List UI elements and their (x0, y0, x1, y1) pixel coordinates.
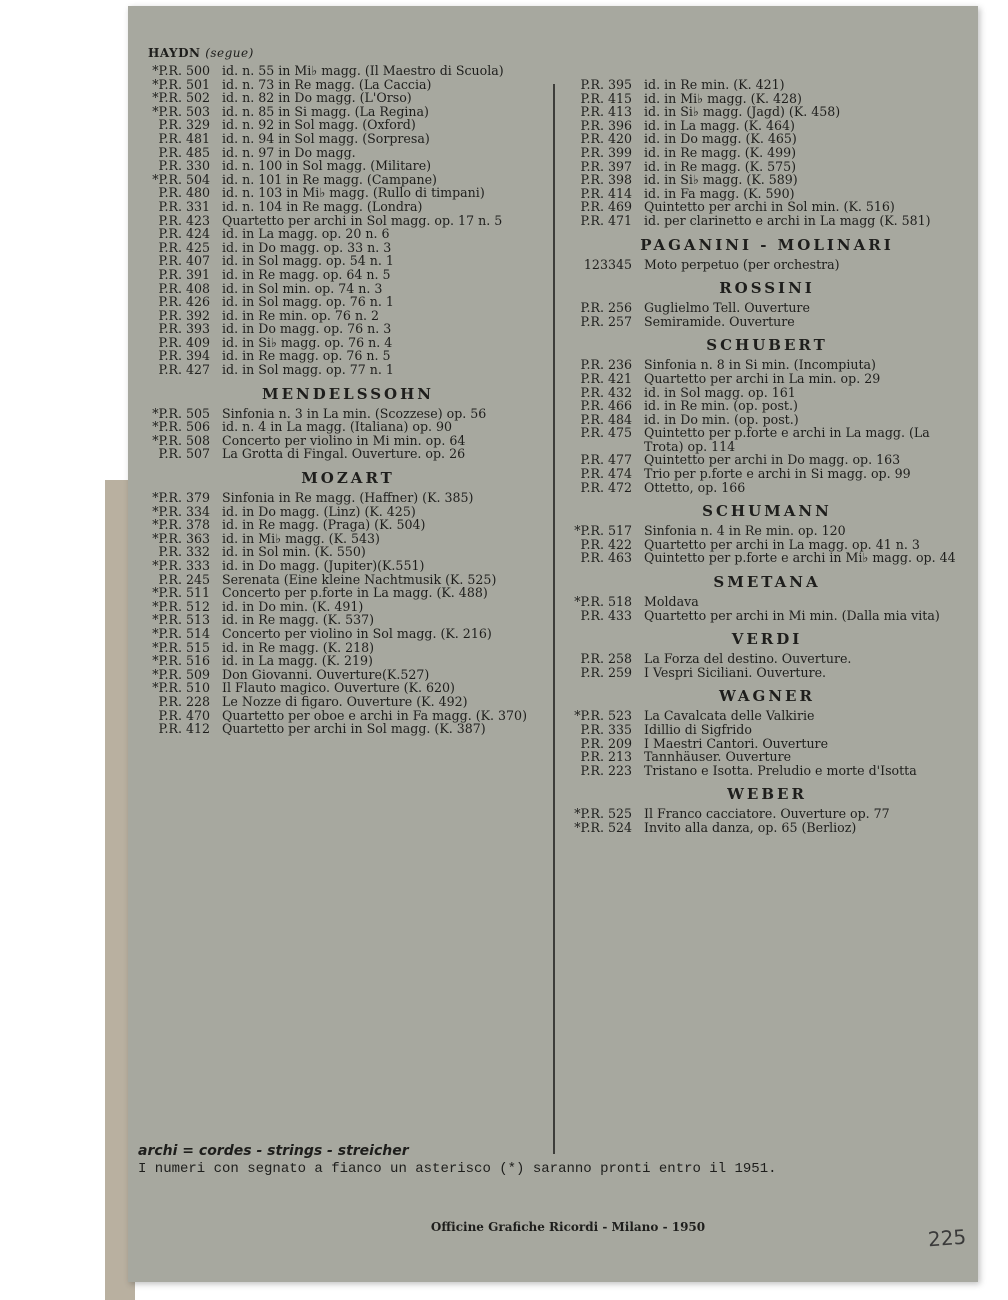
entry-description: id. in Re magg. (Praga) (K. 504) (222, 517, 426, 533)
entry-description: Sinfonia n. 4 in Re min. op. 120 (644, 523, 846, 539)
entry-code: *P.R. 523 (574, 708, 632, 724)
catalogue-entry (148, 573, 548, 587)
entry-code: P.R. 335 (580, 722, 632, 737)
entry-description: id. in Fa magg. (K. 590) (644, 185, 795, 201)
catalogue-entry (568, 372, 966, 386)
entry-code: P.R. 258 (580, 651, 632, 667)
schubert-list (568, 358, 966, 494)
catalogue-entry (568, 524, 966, 538)
left-column (148, 46, 548, 736)
entry-description: id. n. 103 in Mi♭ magg. (Rullo di timpani) (222, 185, 485, 201)
entry-code: P.R. 420 (580, 131, 632, 147)
entry-description: Serenata (Eine kleine Nachtmusik (K. 525) (222, 571, 497, 587)
entry-code: *P.R. 518 (574, 594, 632, 610)
catalogue-entry (568, 723, 966, 737)
entry-description: Guglielmo Tell. Ouverture (644, 300, 810, 316)
entry-code: *P.R. 505 (152, 405, 210, 421)
entry-code: P.R. 391 (158, 266, 210, 282)
catalogue-entry (148, 64, 548, 78)
entry-description: Quartetto per archi in La min. op. 29 (644, 370, 881, 386)
catalogue-entry (148, 254, 548, 268)
catalogue-entry (568, 467, 966, 481)
catalogue-entry (148, 363, 548, 377)
entry-description: id. in Re magg. (K. 537) (222, 612, 375, 628)
entry-description: id. in Sol min. (K. 550) (222, 544, 366, 560)
entry-code: P.R. 463 (580, 550, 632, 566)
entry-code: P.R. 392 (158, 307, 210, 323)
catalogue-entry (568, 413, 966, 427)
entry-code: P.R. 223 (580, 762, 632, 778)
composer-heading-haydn: HAYDN (segue) (148, 46, 254, 60)
entry-code: P.R. 259 (580, 664, 632, 680)
entry-description: Sinfonia in Re magg. (Haffner) (K. 385) (222, 490, 474, 506)
paganini-list (568, 258, 966, 272)
catalogue-entry (568, 358, 966, 372)
entry-code: P.R. 474 (580, 466, 632, 482)
entry-description: id. in La magg. op. 20 n. 6 (222, 226, 390, 242)
catalogue-entry (148, 654, 548, 668)
entry-description: id. n. 73 in Re magg. (La Caccia) (222, 76, 432, 92)
entry-description: Il Franco cacciatore. Ouverture op. 77 (644, 806, 890, 822)
entry-description: id. per clarinetto e archi in La magg (K. 581) (644, 212, 931, 228)
printer-imprint: Officine Grafiche Ricordi - Milano - 1950 (430, 1220, 706, 1234)
catalogue-page (128, 6, 978, 1282)
catalogue-entry (148, 681, 548, 695)
entry-description: Quartetto per archi in Mi min. (Dalla mia vita) (644, 607, 940, 623)
entry-description: id. in Do min. (K. 491) (222, 598, 364, 614)
entry-code: P.R. 433 (580, 607, 632, 623)
catalogue-entry (148, 146, 548, 160)
entry-description: Quartetto per archi in Sol magg. op. 17 n. 5 (222, 212, 503, 228)
catalogue-entry (568, 386, 966, 400)
catalogue-entry (148, 545, 548, 559)
entry-code: *P.R. 525 (574, 806, 632, 822)
catalogue-entry (568, 200, 966, 214)
entry-description: Sinfonia n. 3 in La min. (Scozzese) op. 56 (222, 405, 487, 421)
catalogue-entry (568, 666, 966, 680)
entry-description: id. in Mi♭ magg. (K. 543) (222, 530, 380, 546)
catalogue-entry (148, 491, 548, 505)
catalogue-entry (148, 695, 548, 709)
entry-description: Concerto per violino in Mi min. op. 64 (222, 432, 466, 448)
catalogue-entry (148, 91, 548, 105)
entry-description: Sinfonia n. 8 in Si min. (Incompiuta) (644, 357, 876, 373)
entry-code: P.R. 407 (158, 253, 210, 269)
mozart-continued-list (568, 78, 966, 228)
entry-code: *P.R. 516 (152, 653, 210, 669)
entry-description: Quintetto per p.forte e archi in Mi♭ magg. op. 44 (644, 550, 956, 566)
entry-code: P.R. 472 (580, 479, 632, 495)
entry-description: id. n. 97 in Do magg. (222, 144, 356, 160)
entry-description: id. in Do magg. op. 33 n. 3 (222, 239, 392, 255)
composer-heading-schubert: SCHUBERT (706, 336, 828, 355)
catalogue-entry (568, 652, 966, 666)
entry-code: *P.R. 363 (152, 530, 210, 546)
catalogue-entry (148, 505, 548, 519)
composer-heading-smetana: SMETANA (713, 573, 821, 592)
entry-description: id. in Si♭ magg. op. 76 n. 4 (222, 334, 393, 350)
entry-description: id. in Sol min. op. 74 n. 3 (222, 280, 383, 296)
entry-description: id. in Sol magg. op. 76 n. 1 (222, 294, 394, 310)
entry-code: P.R. 427 (158, 362, 210, 378)
entry-description: Quartetto per archi in Sol magg. (K. 387) (222, 721, 486, 737)
column-divider (553, 84, 555, 1154)
entry-code: P.R. 332 (158, 544, 210, 560)
entry-code: P.R. 415 (580, 90, 632, 106)
entry-code: P.R. 330 (158, 158, 210, 174)
composer-heading-wagner: WAGNER (719, 687, 815, 706)
catalogue-entry (148, 420, 548, 434)
composer-heading-schumann: SCHUMANN (702, 502, 832, 521)
entry-description: id. in Re min. op. 76 n. 2 (222, 307, 380, 323)
entry-code: *P.R. 508 (152, 432, 210, 448)
entry-code: P.R. 413 (580, 104, 632, 120)
catalogue-entry (148, 78, 548, 92)
catalogue-entry (568, 750, 966, 764)
entry-code: P.R. 213 (580, 749, 632, 765)
entry-code: P.R. 397 (580, 158, 632, 174)
catalogue-entry (148, 118, 548, 132)
entry-code: *P.R. 510 (152, 680, 210, 696)
catalogue-entry (148, 132, 548, 146)
catalogue-entry (568, 538, 966, 552)
wagner-list (568, 709, 966, 777)
entry-code: P.R. 398 (580, 172, 632, 188)
smetana-list (568, 595, 966, 622)
entry-code: *P.R. 500 (152, 63, 210, 78)
entry-description: Semiramide. Ouverture (644, 313, 795, 329)
catalogue-entry (148, 309, 548, 323)
entry-description: id. in Sol magg. op. 54 n. 1 (222, 253, 394, 269)
catalogue-entry (568, 595, 966, 609)
catalogue-entry (568, 481, 966, 495)
entry-description: Moto perpetuo (per orchestra) (644, 256, 840, 272)
catalogue-entry (148, 268, 548, 282)
entry-code: P.R. 485 (158, 144, 210, 160)
entry-code: P.R. 475 (580, 425, 632, 441)
catalogue-entry (568, 709, 966, 723)
entry-code: 123345 (583, 256, 632, 272)
entry-code: P.R. 257 (580, 313, 632, 329)
entry-code: *P.R. 503 (152, 103, 210, 119)
catalogue-entry (148, 295, 548, 309)
catalogue-entry (148, 518, 548, 532)
asterisk-notice: I numeri con segnato a fianco un asterisco (*) saranno pronti entro il 1951. (138, 1161, 777, 1177)
verdi-list (568, 652, 966, 679)
haydn-list (148, 64, 548, 377)
entry-description: id. in La magg. (K. 464) (644, 117, 795, 133)
entry-description: id. in Re magg. (K. 499) (644, 144, 797, 160)
entry-description: I Maestri Cantori. Ouverture (644, 735, 829, 751)
entry-description: id. in Re magg. op. 76 n. 5 (222, 348, 391, 364)
entry-description: Trio per p.forte e archi in Si magg. op. 99 (644, 466, 911, 482)
entry-description: Le Nozze di figaro. Ouverture (K. 492) (222, 693, 468, 709)
weber-list (568, 807, 966, 834)
entry-code: P.R. 480 (158, 185, 210, 201)
entry-code: *P.R. 378 (152, 517, 210, 533)
entry-description: id. in Do min. (op. post.) (644, 411, 799, 427)
entry-description: Moldava (644, 594, 699, 610)
entry-description: La Forza del destino. Ouverture. (644, 651, 852, 667)
entry-code: P.R. 432 (580, 384, 632, 400)
entry-description: id. in Do magg. op. 76 n. 3 (222, 321, 392, 337)
catalogue-entry (148, 173, 548, 187)
entry-code: P.R. 393 (158, 321, 210, 337)
entry-description: id. n. 82 in Do magg. (L'Orso) (222, 90, 412, 106)
entry-code: P.R. 423 (158, 212, 210, 228)
entry-code: P.R. 481 (158, 130, 210, 146)
catalogue-entry (148, 336, 548, 350)
catalogue-entry (568, 132, 966, 146)
entry-description: Tristano e Isotta. Preludio e morte d'Isotta (644, 762, 917, 778)
entry-code: P.R. 245 (158, 571, 210, 587)
entry-description: id. in Re magg. (K. 218) (222, 639, 375, 655)
catalogue-entry (568, 92, 966, 106)
entry-description: id. in Re magg. (K. 575) (644, 158, 797, 174)
entry-description: id. in Do magg. (K. 465) (644, 131, 797, 147)
entry-description: id. in Si♭ magg. (K. 589) (644, 172, 798, 188)
entry-description: Invito alla danza, op. 65 (Berlioz) (644, 819, 857, 835)
catalogue-entry (148, 709, 548, 723)
entry-code: *P.R. 511 (152, 585, 210, 601)
entry-code: *P.R. 514 (152, 625, 210, 641)
catalogue-entry (568, 315, 966, 329)
catalogue-entry (568, 807, 966, 821)
entry-code: P.R. 425 (158, 239, 210, 255)
entry-description: La Cavalcata delle Valkirie (644, 708, 815, 724)
entry-code: *P.R. 333 (152, 558, 210, 573)
catalogue-entry (148, 559, 548, 573)
entry-description: Don Giovanni. Ouverture(K.527) (222, 666, 430, 682)
catalogue-entry (568, 399, 966, 413)
entry-code: P.R. 421 (580, 370, 632, 386)
entry-description: id. in Re min. (op. post.) (644, 398, 798, 414)
catalogue-entry (568, 78, 966, 92)
entry-code: P.R. 507 (158, 446, 210, 462)
entry-code: P.R. 256 (580, 300, 632, 316)
glossary-line: archi = cordes - strings - streicher (138, 1143, 409, 1159)
entry-description: Tannhäuser. Ouverture (644, 749, 792, 765)
composer-heading-verdi: VERDI (731, 630, 803, 649)
catalogue-entry (568, 119, 966, 133)
catalogue-entry (568, 214, 966, 228)
entry-description: Quintetto per archi in Do magg. op. 163 (644, 452, 901, 468)
catalogue-entry (568, 258, 966, 272)
catalogue-entry (148, 447, 548, 461)
entry-code: P.R. 399 (580, 144, 632, 160)
catalogue-entry (148, 613, 548, 627)
catalogue-entry (148, 586, 548, 600)
entry-description: id. n. 85 in Si magg. (La Regina) (222, 103, 429, 119)
catalogue-entry (148, 532, 548, 546)
entry-code: P.R. 469 (580, 199, 632, 215)
entry-code: *P.R. 509 (152, 666, 210, 682)
entry-description: id. n. 94 in Sol magg. (Sorpresa) (222, 130, 430, 146)
entry-code: *P.R. 512 (152, 598, 210, 614)
catalogue-entry (148, 722, 548, 736)
entry-code: P.R. 470 (158, 707, 210, 723)
entry-code: P.R. 209 (580, 735, 632, 751)
catalogue-entry (568, 105, 966, 119)
catalogue-entry (148, 407, 548, 421)
entry-description: id. in Si♭ magg. (Jagd) (K. 458) (644, 104, 841, 120)
entry-code: P.R. 394 (158, 348, 210, 364)
entry-code: *P.R. 334 (152, 503, 210, 519)
catalogue-entry (148, 186, 548, 200)
catalogue-entry (568, 187, 966, 201)
entry-code: *P.R. 379 (152, 490, 210, 506)
segue-label: (segue) (205, 46, 254, 60)
catalogue-entry (568, 453, 966, 467)
catalogue-entry (568, 737, 966, 751)
catalogue-entry (148, 241, 548, 255)
entry-code: P.R. 409 (158, 334, 210, 350)
entry-code: *P.R. 504 (152, 171, 210, 187)
catalogue-entry (568, 764, 966, 778)
catalogue-entry (148, 282, 548, 296)
entry-code: P.R. 228 (158, 693, 210, 709)
catalogue-entry (148, 200, 548, 214)
entry-description: id. in La magg. (K. 219) (222, 653, 373, 669)
entry-code: P.R. 412 (158, 721, 210, 737)
handwritten-number: 225 (927, 1224, 967, 1252)
schumann-list (568, 524, 966, 565)
catalogue-entry (148, 668, 548, 682)
entry-description: id. in Mi♭ magg. (K. 428) (644, 90, 802, 106)
catalogue-entry (148, 322, 548, 336)
catalogue-entry (148, 641, 548, 655)
entry-description: id. in Sol magg. op. 77 n. 1 (222, 362, 394, 378)
entry-code: P.R. 414 (580, 185, 632, 201)
composer-heading-weber: WEBER (727, 785, 807, 804)
catalogue-entry (568, 551, 966, 565)
entry-code: P.R. 236 (580, 357, 632, 373)
entry-code: *P.R. 506 (152, 419, 210, 435)
catalogue-entry (148, 214, 548, 228)
entry-code: *P.R. 513 (152, 612, 210, 628)
entry-description: id. n. 100 in Sol magg. (Militare) (222, 158, 432, 174)
catalogue-entry (148, 600, 548, 614)
entry-code: *P.R. 502 (152, 90, 210, 106)
composer-heading-rossini: ROSSINI (719, 279, 815, 298)
entry-code: *P.R. 501 (152, 76, 210, 92)
entry-code: P.R. 395 (580, 77, 632, 92)
entry-code: P.R. 396 (580, 117, 632, 133)
entry-description: id. n. 101 in Re magg. (Campane) (222, 171, 437, 187)
catalogue-entry (148, 105, 548, 119)
entry-description: id. in Do magg. (Jupiter)(K.551) (222, 558, 425, 573)
composer-heading-paganini: PAGANINI - MOLINARI (640, 235, 894, 254)
right-column (568, 78, 966, 835)
entry-description: Ottetto, op. 166 (644, 479, 746, 495)
catalogue-entry (148, 227, 548, 241)
footer-notes (138, 1142, 958, 1178)
entry-description: Il Flauto magico. Ouverture (K. 620) (222, 680, 455, 696)
catalogue-entry (148, 627, 548, 641)
entry-code: P.R. 466 (580, 398, 632, 414)
entry-description: id. in Sol magg. op. 161 (644, 384, 796, 400)
entry-code: P.R. 424 (158, 226, 210, 242)
entry-code: P.R. 422 (580, 536, 632, 552)
entry-code: *P.R. 524 (574, 819, 632, 835)
entry-code: *P.R. 515 (152, 639, 210, 655)
catalogue-entry (568, 821, 966, 835)
catalogue-entry (148, 434, 548, 448)
catalogue-entry (148, 349, 548, 363)
catalogue-entry (568, 301, 966, 315)
entry-description: Concerto per p.forte in La magg. (K. 488) (222, 585, 488, 601)
entry-description: id. in Re magg. op. 64 n. 5 (222, 266, 391, 282)
entry-description: id. n. 55 in Mi♭ magg. (Il Maestro di Scuola) (222, 63, 504, 78)
entry-code: *P.R. 517 (574, 523, 632, 539)
catalogue-entry (568, 173, 966, 187)
catalogue-entry (568, 160, 966, 174)
entry-code: P.R. 329 (158, 117, 210, 133)
entry-code: P.R. 331 (158, 198, 210, 214)
composer-heading-mendelssohn: MENDELSSOHN (261, 384, 435, 403)
entry-description: id. in Do magg. (Linz) (K. 425) (222, 503, 416, 519)
catalogue-entry (568, 146, 966, 160)
entry-description: Quintetto per p.forte e archi in La magg. (La Trota) op. 114 (644, 425, 930, 454)
entry-description: Quartetto per archi in La magg. op. 41 n. 3 (644, 536, 920, 552)
rossini-list (568, 301, 966, 328)
entry-code: P.R. 471 (580, 212, 632, 228)
entry-code: P.R. 484 (580, 411, 632, 427)
entry-description: Concerto per violino in Sol magg. (K. 216) (222, 625, 492, 641)
entry-description: La Grotta di Fingal. Ouverture. op. 26 (222, 446, 466, 462)
entry-description: Quartetto per oboe e archi in Fa magg. (K. 370) (222, 707, 527, 723)
entry-description: id. n. 4 in La magg. (Italiana) op. 90 (222, 419, 453, 435)
composer-heading-mozart: MOZART (301, 469, 395, 488)
catalogue-entry (568, 609, 966, 623)
entry-description: I Vespri Siciliani. Ouverture. (644, 664, 827, 680)
catalogue-entry (568, 426, 966, 453)
catalogue-entry (148, 159, 548, 173)
entry-description: Quintetto per archi in Sol min. (K. 516) (644, 199, 895, 215)
entry-code: P.R. 477 (580, 452, 632, 468)
mozart-list (148, 491, 548, 736)
entry-code: P.R. 426 (158, 294, 210, 310)
entry-code: P.R. 408 (158, 280, 210, 296)
entry-description: id. n. 104 in Re magg. (Londra) (222, 198, 423, 214)
entry-description: Idillio di Sigfrido (644, 722, 752, 737)
entry-description: id. in Re min. (K. 421) (644, 77, 785, 92)
mendelssohn-list (148, 407, 548, 461)
entry-description: id. n. 92 in Sol magg. (Oxford) (222, 117, 416, 133)
